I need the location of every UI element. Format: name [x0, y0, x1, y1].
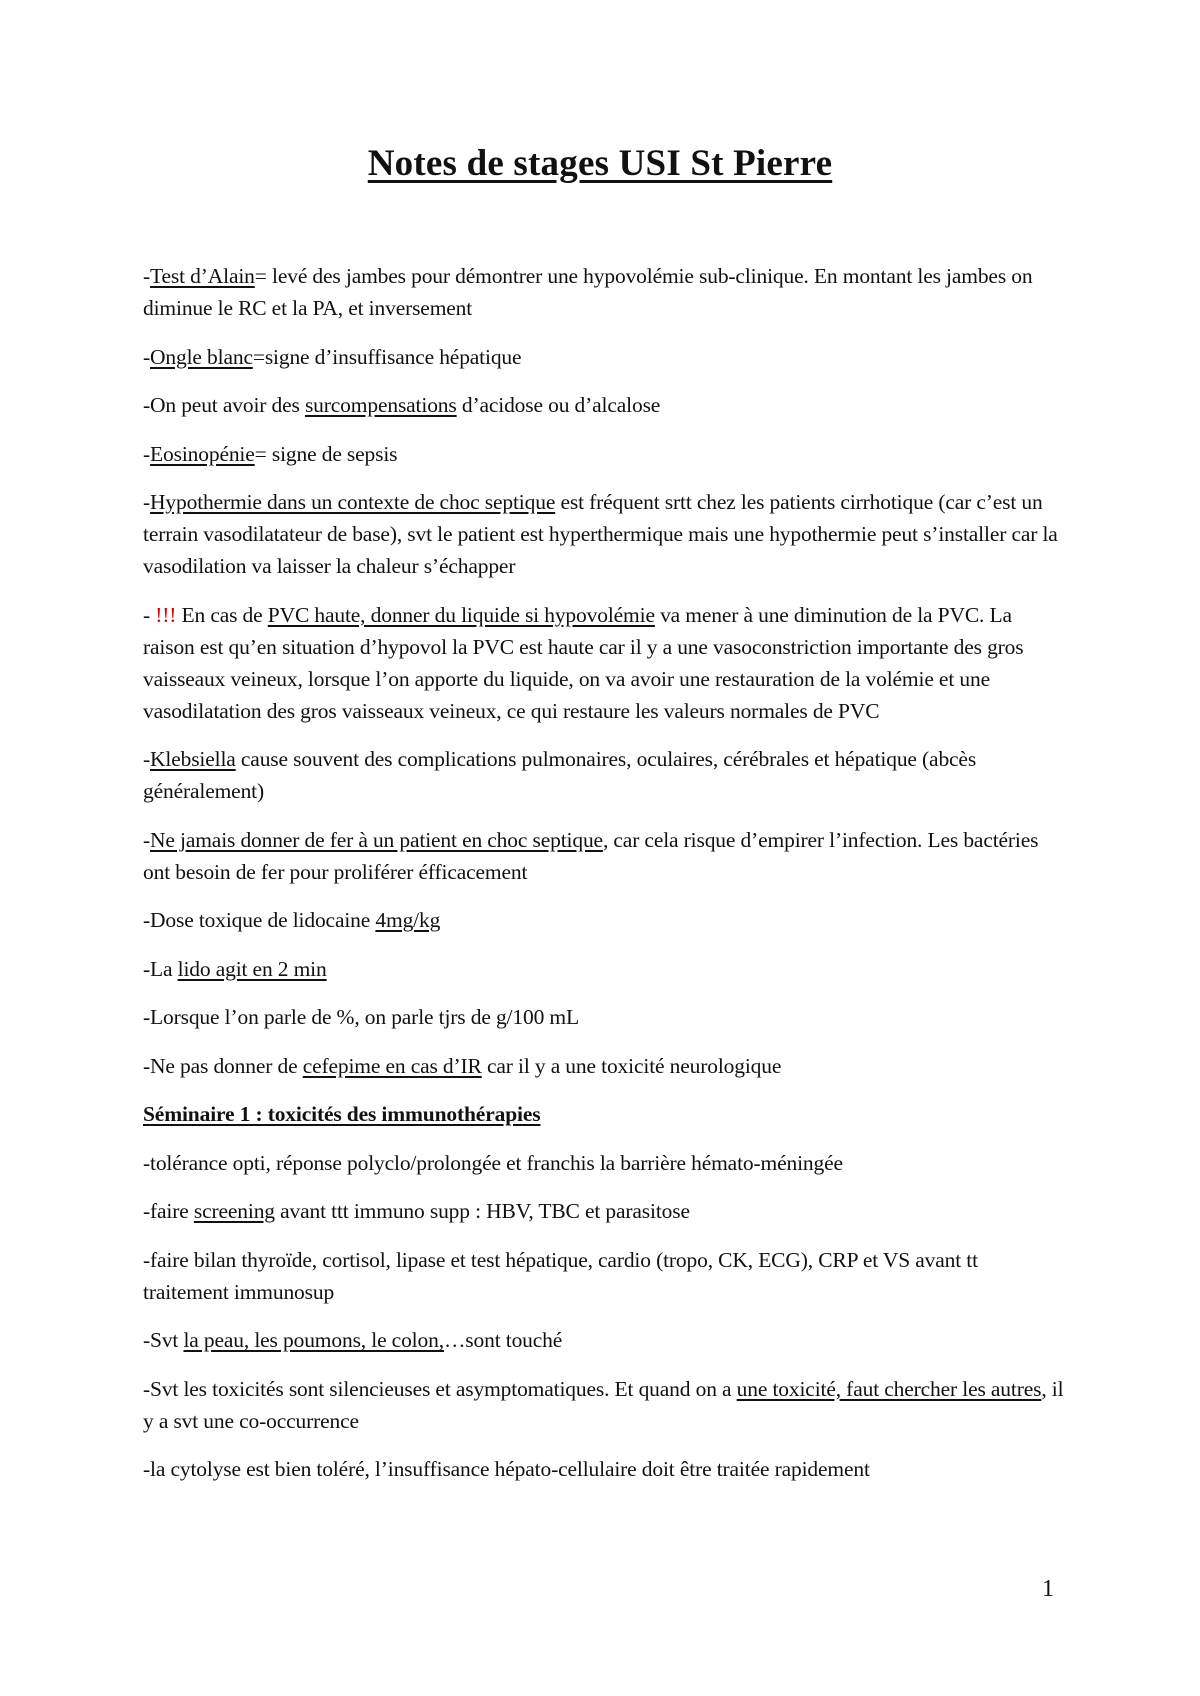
- note-text: -faire bilan thyroïde, cortisol, lipase et test hépatique, cardio (tropo, CK, ECG), CRP et VS avant tt traitement immunosup: [143, 1247, 978, 1304]
- note-term: Eosinopénie: [150, 441, 255, 466]
- note-term: lido agit en 2 min: [177, 956, 327, 981]
- note-text: est fréquent srtt chez les patients cirrhotique (car c’est un terrain vasodilatateur de base), svt le patient est hyperthermique mais une hypothermie peut s’installer car la vasodilation va laisser la chaleur s’échapper: [143, 490, 1058, 578]
- note-text: va mener à une diminution de la PVC. La raison est qu’en situation d’hypovol la PVC est haute car il y a une vasoconstriction importante des gros vaisseaux veineux, lorsque l’on apporte du liquide, on va avoir une restauration de la volémie et une vasodilatation des gros vaisseaux veineux, ce qui restaure les valeurs normales de PVC: [143, 602, 1024, 723]
- note-cefepime: [143, 1050, 1068, 1082]
- note-prefix: -: [143, 344, 151, 369]
- note-test-alain: [143, 260, 1068, 324]
- note-text: -faire: [143, 1199, 194, 1223]
- note-text: , il y a svt une co-occurrence: [143, 1376, 1064, 1433]
- seminar-item: [143, 1324, 1068, 1356]
- note-prefix: -: [143, 827, 151, 852]
- note-term: Ne jamais donner de fer à un patient en choc septique: [150, 827, 603, 852]
- note-term: Hypothermie dans un contexte de choc septique: [150, 490, 556, 514]
- seminar-item: [143, 1147, 1068, 1179]
- note-text: -La: [143, 956, 178, 981]
- note-term: surcompensations: [304, 393, 457, 417]
- note-text: d’acidose ou d’alcalose: [456, 393, 661, 417]
- note-term: Klebsiella: [150, 747, 236, 771]
- seminar-item: [143, 1373, 1068, 1437]
- note-lidocaine-dose: [143, 904, 1068, 936]
- note-surcompensations: [143, 389, 1068, 421]
- seminar-item: [143, 1195, 1068, 1227]
- warning-marker: !!!: [155, 602, 177, 627]
- seminar-item: [143, 1244, 1068, 1308]
- note-text: car il y a une toxicité neurologique: [481, 1053, 782, 1078]
- note-text: -Dose toxique de lidocaine: [143, 908, 376, 932]
- note-term: Ongle blanc: [150, 344, 253, 369]
- note-term: screening: [193, 1199, 275, 1223]
- note-prefix: -: [143, 490, 151, 514]
- note-hypothermie: [143, 486, 1068, 582]
- note-text: En cas de: [176, 602, 268, 627]
- note-eosinopenie: [143, 438, 1068, 470]
- note-prefix: -: [143, 441, 151, 466]
- note-prefix: -: [143, 602, 156, 627]
- note-text: -Lorsque l’on parle de %, on parle tjrs de g/100 mL: [143, 1005, 579, 1029]
- note-text: -On peut avoir des: [143, 393, 305, 417]
- note-text: …sont touché: [443, 1328, 563, 1352]
- note-term: Test d’Alain: [150, 264, 255, 288]
- section-heading: Séminaire 1 : toxicités des immunothérapies: [143, 1102, 541, 1126]
- note-text: -Ne pas donner de: [143, 1053, 303, 1078]
- note-term: cefepime en cas d’IR: [302, 1053, 482, 1078]
- note-lido-time: [143, 953, 1068, 985]
- note-text: , car cela risque d’empirer l’infection. Les bactéries ont besoin de fer pour proliférer éfficacement: [143, 827, 1039, 884]
- note-pvc-haute: [143, 599, 1068, 727]
- note-text: -la cytolyse est bien toléré, l’insuffisance hépato-cellulaire doit être traitée rapidement: [143, 1457, 870, 1481]
- note-term: 4mg/kg: [375, 908, 441, 932]
- seminar-item: [143, 1453, 1068, 1485]
- notes-body: [143, 260, 1068, 1502]
- document-title: Notes de stages USI St Pierre: [367, 143, 833, 184]
- note-text: -tolérance opti, réponse polyclo/prolongée et franchis la barrière hémato-méningée: [143, 1150, 843, 1175]
- note-prefix: -: [143, 747, 151, 771]
- note-text: = levé des jambes pour démontrer une hypovolémie sub-clinique. En montant les jambes on diminue le RC et la PA, et inversement: [143, 264, 1033, 320]
- note-klebsiella: [143, 743, 1068, 807]
- note-text: avant ttt immuno supp : HBV, TBC et parasitose: [274, 1199, 690, 1223]
- note-percent: [143, 1001, 1068, 1033]
- note-text: -Svt: [143, 1328, 184, 1352]
- note-text: =signe d’insuffisance hépatique: [252, 344, 522, 369]
- note-term: PVC haute, donner du liquide si hypovolémie: [267, 602, 655, 627]
- note-term: une toxicité, faut chercher les autres: [736, 1376, 1042, 1401]
- note-text: -Svt les toxicités sont silencieuses et asymptomatiques. Et quand on a: [143, 1376, 737, 1401]
- note-text: = signe de sepsis: [254, 441, 398, 466]
- page-number: 1: [1042, 1576, 1054, 1602]
- note-fer: [143, 824, 1068, 888]
- note-ongle-blanc: [143, 341, 1068, 373]
- note-term: la peau, les poumons, le colon,: [183, 1328, 444, 1352]
- note-text: cause souvent des complications pulmonaires, oculaires, cérébrales et hépatique (abcès généralement): [143, 747, 977, 803]
- note-prefix: -: [143, 264, 151, 288]
